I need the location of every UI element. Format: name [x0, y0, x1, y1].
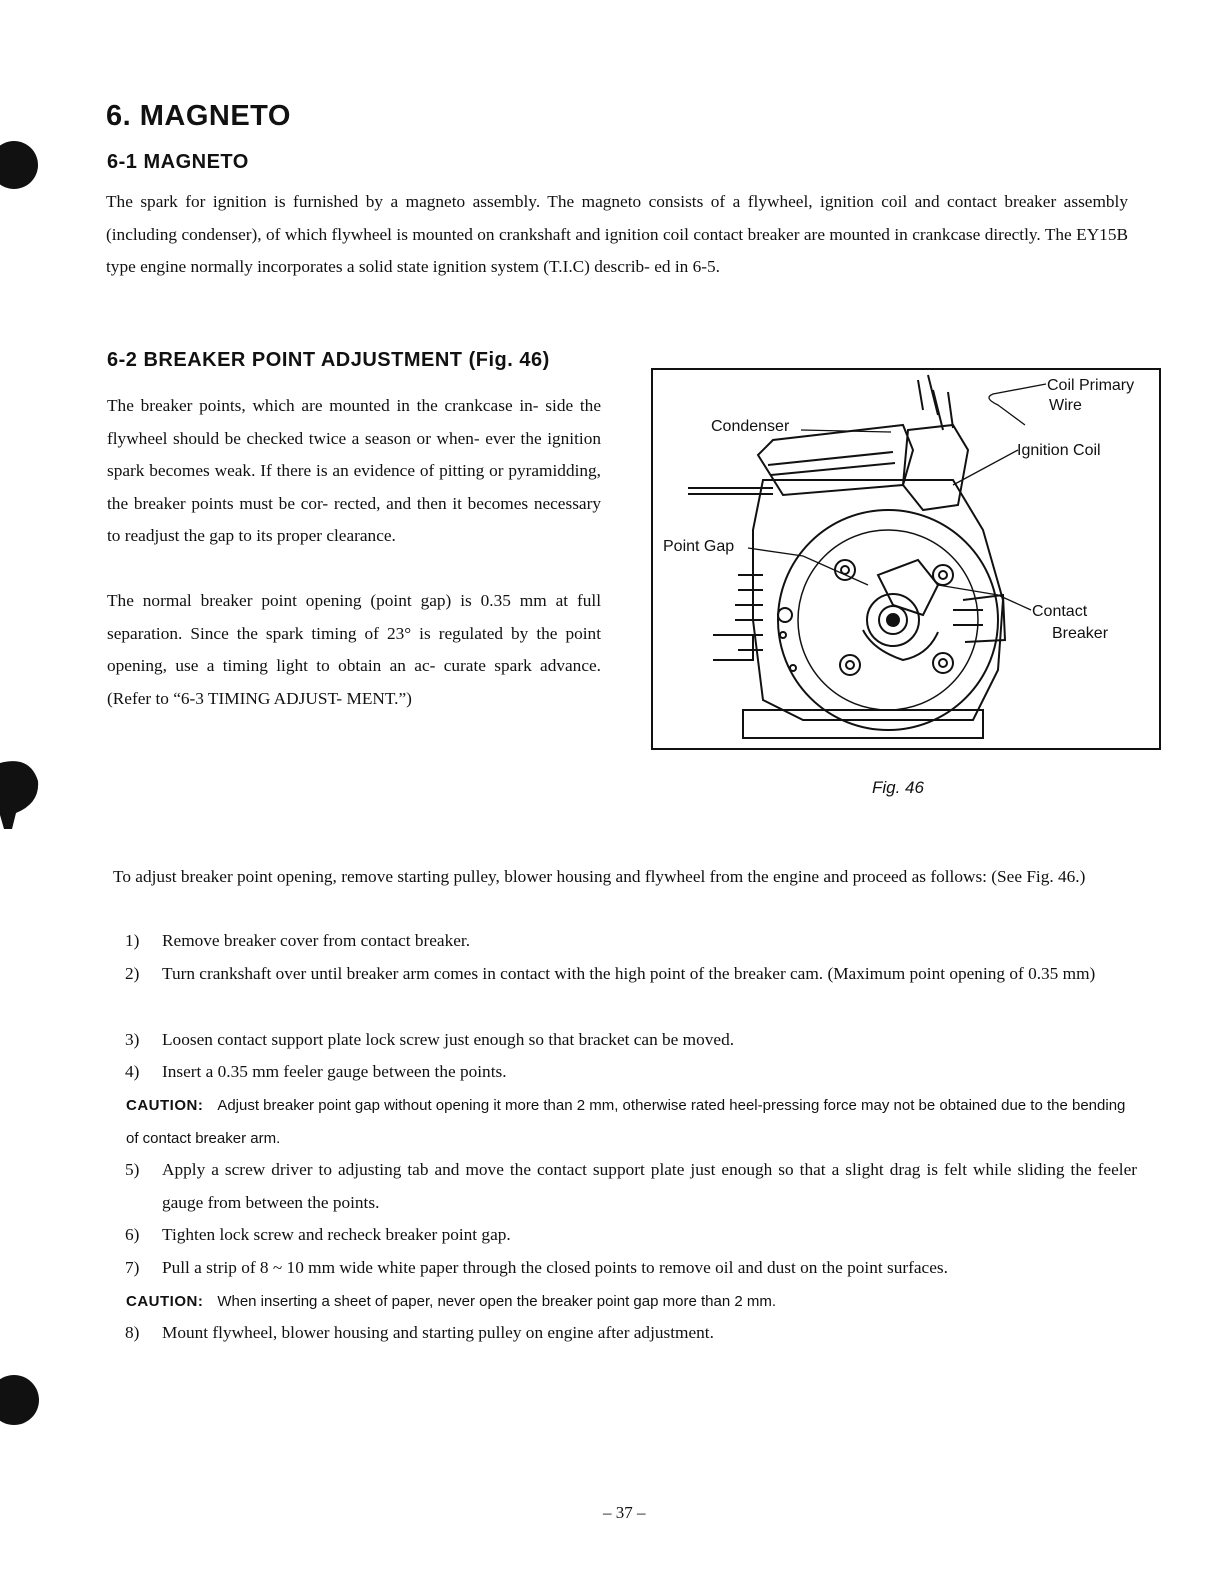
- label-ignition-coil: Ignition Coil: [1017, 442, 1101, 459]
- procedure-step: [113, 1317, 1138, 1350]
- subsection-heading-6-2: 6-2 BREAKER POINT ADJUSTMENT (Fig. 46): [107, 349, 550, 371]
- page-number: – 37 –: [603, 1503, 646, 1522]
- step-number: 5): [125, 1160, 140, 1179]
- procedure-step: [113, 1056, 1138, 1089]
- label-coil-primary: Coil Primary: [1047, 377, 1135, 394]
- step-text: Mount flywheel, blower housing and starting pulley on engine after adjustment.: [162, 1323, 714, 1342]
- step-text: Pull a strip of 8 ~ 10 mm wide white paper through the closed points to remove oil and dust on the point surfaces.: [162, 1258, 948, 1277]
- caution-note-1: [126, 1089, 1138, 1155]
- binder-hole-bottom: [0, 1372, 42, 1428]
- step-number: 3): [125, 1030, 140, 1049]
- label-condenser: Condenser: [711, 418, 790, 435]
- caution-note-2: [126, 1285, 1138, 1318]
- step-text: Insert a 0.35 mm feeler gauge between the points.: [162, 1062, 507, 1081]
- figure-46: [651, 368, 1161, 750]
- procedure-step: [113, 925, 1138, 958]
- step-number: 2): [125, 964, 140, 983]
- step-number: 8): [125, 1323, 140, 1342]
- label-contact: Contact: [1032, 603, 1088, 620]
- label-wire: Wire: [1049, 397, 1082, 414]
- caution-label: CAUTION:: [126, 1293, 204, 1310]
- caution-text: Adjust breaker point gap without opening it more than 2 mm, otherwise rated heel-pressing force may not be obtained due to the bending of contact breaker arm.: [126, 1097, 1126, 1147]
- section-title: 6. MAGNETO: [106, 100, 291, 132]
- step-text: Turn crankshaft over until breaker arm comes in contact with the high point of the breaker cam. (Maximum point opening of 0.35 mm): [162, 964, 1096, 983]
- figure-caption: Fig. 46: [872, 778, 924, 797]
- subsection-6-1-body: The spark for ignition is furnished by a magneto assembly. The magneto consists of a flywheel, ignition coil and contact breaker assembly (including condenser), of which flywheel is mounted on crankshaft and ignition coil contact breaker are mounted in crankcase directly. The EY15B type engine normally incorporates a solid state ignition system (T.I.C) describ- ed in 6-5.: [106, 192, 1128, 276]
- subsection-heading-6-1: 6-1 MAGNETO: [107, 151, 249, 173]
- caution-label: CAUTION:: [126, 1097, 204, 1114]
- step-text: Loosen contact support plate lock screw just enough so that bracket can be moved.: [162, 1030, 735, 1049]
- binder-hole-middle: [0, 755, 42, 830]
- step-number: 7): [125, 1258, 140, 1277]
- procedure-step: [113, 1154, 1138, 1220]
- procedure-step: [113, 1024, 1138, 1057]
- step-number: 6): [125, 1225, 140, 1244]
- step-text: Apply a screw driver to adjusting tab and move the contact support plate just enough so that a slight drag is felt while sliding the feeler gauge from between the points.: [162, 1160, 1137, 1212]
- caution-text: When inserting a sheet of paper, never open the breaker point gap more than 2 mm.: [217, 1293, 776, 1310]
- step-number: 4): [125, 1062, 140, 1081]
- label-breaker: Breaker: [1052, 625, 1109, 642]
- step-number: 1): [125, 931, 140, 950]
- procedure-step: [113, 1219, 1138, 1252]
- step-text: Remove breaker cover from contact breaker.: [162, 931, 471, 950]
- procedure-step: [113, 1252, 1138, 1285]
- subsection-6-2-body-1: The breaker points, which are mounted in the crankcase in- side the flywheel should be checked twice a season or when- ever the ignition spark becomes weak. If there is an evidence of pitting or pyramidding, the breaker points must be cor- rected, and then it becomes necessary to readjust the gap to its proper clearance.: [107, 396, 601, 545]
- procedure-step: [113, 958, 1138, 1024]
- subsection-6-2-body-2: The normal breaker point opening (point gap) is 0.35 mm at full separation. Since the spark timing of 23° is regulated by the point opening, use a timing light to obtain an ac- curate spark advance. (Refer to “6-3 TIMING ADJUST- MENT.”): [107, 591, 601, 708]
- step-text: Tighten lock screw and recheck breaker point gap.: [162, 1225, 511, 1244]
- binder-hole-top: [0, 140, 40, 192]
- label-point-gap: Point Gap: [663, 538, 735, 555]
- procedure-intro: To adjust breaker point opening, remove starting pulley, blower housing and flywheel from the engine and proceed as follows: (See Fig. 46.): [113, 867, 1086, 886]
